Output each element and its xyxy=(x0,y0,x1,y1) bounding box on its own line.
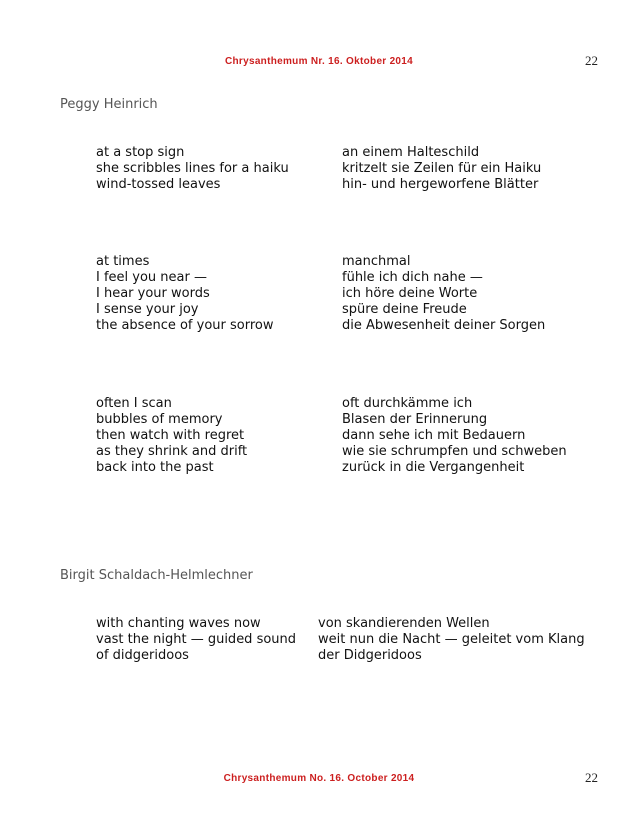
poem-line: with chanting waves now xyxy=(96,616,261,631)
poem-stanza-english xyxy=(96,396,247,476)
poem-line: I feel you near — xyxy=(96,270,207,285)
poem-line: at times xyxy=(96,254,150,269)
poem-line: hin- und hergeworfene Blätter xyxy=(342,177,539,192)
poem-line: then watch with regret xyxy=(96,428,245,443)
footer-page-number: 22 xyxy=(585,770,598,785)
poem-line: oft durchkämme ich xyxy=(342,396,473,411)
poem-stanza-english xyxy=(96,145,289,193)
poem-line: weit nun die Nacht — geleitet vom Klang xyxy=(318,632,585,647)
poem-line: back into the past xyxy=(96,460,214,475)
poem-stanza-german xyxy=(342,145,541,193)
poem-line: wie sie schrumpfen und schweben xyxy=(342,444,567,459)
poem-line: spüre deine Freude xyxy=(342,302,467,317)
poem-line: at a stop sign xyxy=(96,145,185,160)
poem-line: she scribbles lines for a haiku xyxy=(96,161,289,176)
poem-line: die Abwesenheit deiner Sorgen xyxy=(342,318,546,333)
poem-line: dann sehe ich mit Bedauern xyxy=(342,428,526,443)
author-name: Peggy Heinrich xyxy=(60,97,158,112)
author-name: Birgit Schaldach-Helmlechner xyxy=(60,568,253,583)
poem-line: I sense your joy xyxy=(96,302,199,317)
header-page-number: 22 xyxy=(585,53,598,68)
poem-line: kritzelt sie Zeilen für ein Haiku xyxy=(342,161,542,176)
poem-line: vast the night — guided sound xyxy=(96,632,297,647)
journal-header-title: Chrysanthemum Nr. 16. Oktober 2014 xyxy=(224,56,414,67)
poem-line: der Didgeridoos xyxy=(318,648,422,663)
poem-line: Blasen der Erinnerung xyxy=(342,412,488,427)
poem-stanza-german xyxy=(342,396,567,476)
poem-line: of didgeridoos xyxy=(96,648,189,663)
poem-stanza-german xyxy=(342,254,545,334)
poem-line: fühle ich dich nahe — xyxy=(342,270,483,285)
poem-line: ich höre deine Worte xyxy=(342,286,478,301)
poem-line: manchmal xyxy=(342,254,411,269)
poem-line: as they shrink and drift xyxy=(96,444,248,459)
poem-line: often I scan xyxy=(96,396,172,411)
poem-line: wind-tossed leaves xyxy=(96,177,221,192)
poem-line: von skandierenden Wellen xyxy=(318,616,490,631)
poem-line: an einem Halteschild xyxy=(342,145,480,160)
poem-line: zurück in die Vergangenheit xyxy=(342,460,525,475)
poem-stanza-english xyxy=(96,254,274,334)
poem-stanza-english xyxy=(96,616,296,664)
poem-line: I hear your words xyxy=(96,286,210,301)
poem-stanza-german xyxy=(318,616,585,664)
journal-footer-title: Chrysanthemum No. 16. October 2014 xyxy=(223,773,415,784)
poem-line: the absence of your sorrow xyxy=(96,318,274,333)
poem-line: bubbles of memory xyxy=(96,412,223,427)
